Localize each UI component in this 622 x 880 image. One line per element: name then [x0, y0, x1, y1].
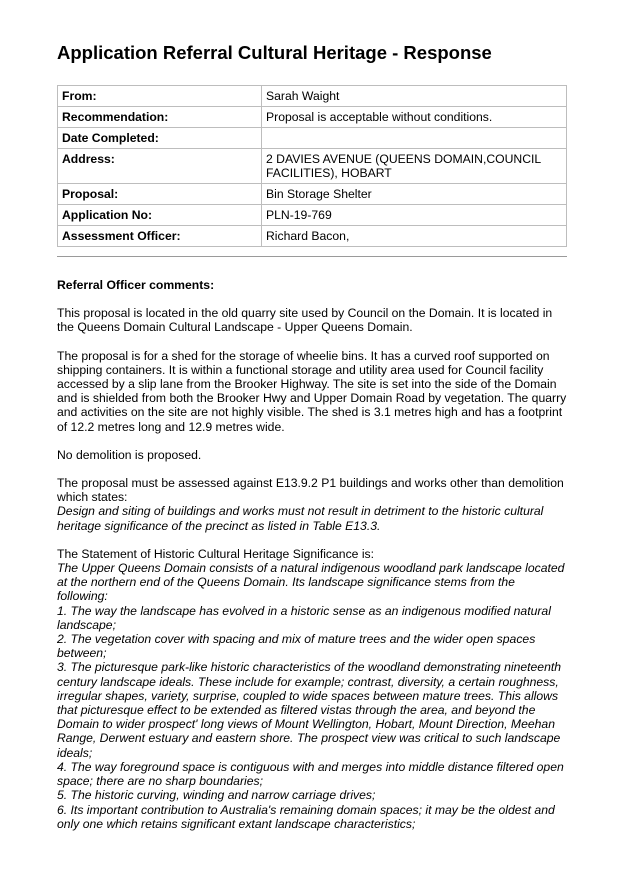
referral-comments — [57, 278, 569, 831]
details-label: Date Completed: — [58, 128, 262, 149]
details-row — [58, 205, 567, 226]
comment-paragraph-assessment — [57, 476, 569, 533]
section-divider — [57, 256, 567, 257]
details-value: 2 DAVIES AVENUE (QUEENS DOMAIN,COUNCIL FACILITIES), HOBART — [262, 149, 567, 184]
details-row — [58, 86, 567, 107]
details-label: Address: — [58, 149, 262, 184]
significance-statement — [57, 547, 569, 831]
details-value: Richard Bacon, — [262, 226, 567, 247]
details-label: Application No: — [58, 205, 262, 226]
details-value: Sarah Waight — [262, 86, 567, 107]
details-row — [58, 107, 567, 128]
comment-paragraph-location: This proposal is located in the old quarry site used by Council on the Domain. It is located in the Queens Domain Cultural Landscape - Upper Queens Domain. — [57, 306, 553, 335]
details-label: Assessment Officer: — [58, 226, 262, 247]
details-row — [58, 149, 567, 184]
details-row — [58, 226, 567, 247]
significance-item: 3. The picturesque park-like historic characteristics of the woodland demonstrating nineteenth century landscape ideals. These include for example; contrast, diversity, a certain roughness, irregular shapes, variety, surprise, coupled to wide spaces between mature trees. This allows that picturesque effect to be extended as filtered vistas through the area, and beyond the Domain to wider prospect' long views of Mount Wellington, Hobart, Mount Direction, Meehan Range, Derwent estuary and eastern shore. The prospect view was critical to such landscape ideals; — [57, 660, 562, 760]
referral-details-body — [58, 86, 567, 247]
details-value — [262, 128, 567, 149]
details-label: From: — [58, 86, 262, 107]
significance-item: 6. Its important contribution to Australia's remaining domain spaces; it may be the oldest and only one which retains significant extant landscape characteristics; — [57, 802, 555, 831]
assessment-clause-quote: Design and siting of buildings and works must not result in detriment to the historic cultural heritage significance of the precinct as listed in Table E13.3. — [57, 504, 544, 533]
details-label: Proposal: — [58, 184, 262, 205]
details-label: Recommendation: — [58, 107, 262, 128]
details-value: Bin Storage Shelter — [262, 184, 567, 205]
details-value: PLN-19-769 — [262, 205, 567, 226]
comment-paragraph-demolition: No demolition is proposed. — [57, 447, 202, 462]
significance-list — [57, 604, 569, 831]
significance-item: 4. The way foreground space is contiguous with and merges into middle distance filtered open space; there are no sharp boundaries; — [57, 759, 564, 789]
document-title: Application Referral Cultural Heritage - Response — [57, 42, 492, 63]
comment-paragraph-proposal: The proposal is for a shed for the storage of wheelie bins. It has a curved roof supported on shipping containers. It is within a functional storage and utility area used for Council facility accessed by a slip lane from the Brooker Highway. The site is set into the side of the Domain and is shielded from both the Brooker Hwy and Upper Domain Road by vegetation. The quarry and activities on the site are not highly visible. The shed is 3.1 metres high and has a footprint of 12.2 metres long and 12.9 metres wide. — [57, 348, 567, 434]
details-row — [58, 184, 567, 205]
significance-heading: The Statement of Historic Cultural Heritage Significance is: — [57, 546, 375, 561]
significance-intro: The Upper Queens Domain consists of a natural indigenous woodland park landscape located at the northern end of the Queens Domain. Its landscape significance stems from the following: — [57, 561, 565, 604]
significance-item: 5. The historic curving, winding and narrow carriage drives; — [57, 788, 376, 803]
significance-item: 2. The vegetation cover with spacing and mix of mature trees and the wider open spaces between; — [57, 632, 536, 661]
comments-heading: Referral Officer comments: — [57, 278, 215, 292]
details-value: Proposal is acceptable without conditions. — [262, 107, 567, 128]
assessment-clause: The proposal must be assessed against E13.9.2 P1 buildings and works other than demolition which states: — [57, 476, 564, 505]
referral-details-table — [57, 85, 567, 247]
significance-item: 1. The way the landscape has evolved in a historic sense as an indigenous modified natural landscape; — [57, 603, 551, 632]
details-row — [58, 128, 567, 149]
